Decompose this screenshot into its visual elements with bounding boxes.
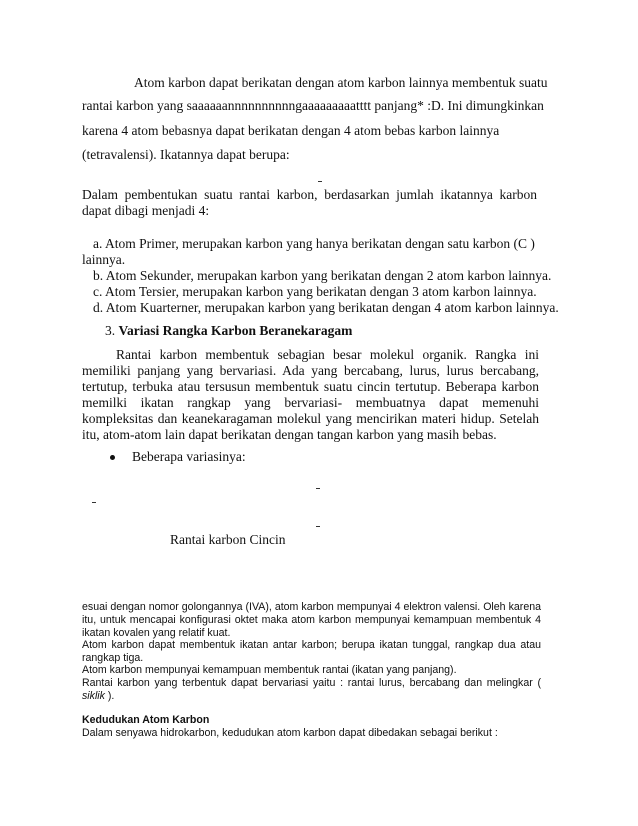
intro-line-4: (tetravalensi). Ikatannya dapat berupa: — [82, 147, 290, 162]
image-placeholder-mark-1 — [318, 181, 322, 182]
intro-line-1: Atom karbon dapat berikatan dengan atom karbon lainnya membentuk suatu — [134, 75, 548, 90]
bottom-paragraph-4-main: Rantai karbon yang terbentuk dapat bervariasi yaitu : rantai lurus, bercabang dan melingkar ( — [82, 677, 541, 689]
bottom-paragraph-2: Atom karbon dapat membentuk ikatan antar karbon; berupa ikatan tunggal, rangkap dua atau rangkap tiga. — [82, 639, 541, 664]
intro-line-2: rantai karbon yang saaaaaannnnnnnnnngaaaaaaaaatttt panjang* :D. Ini dimungkinkan — [82, 98, 544, 113]
section-3-number: 3. — [105, 323, 116, 338]
section-3-title: Variasi Rangka Karbon Beranekaragam — [118, 323, 353, 338]
bottom-paragraph-4-end: ). — [107, 689, 115, 702]
section-3-paragraph — [82, 347, 539, 443]
bottom-paragraph-3: Atom karbon mempunyai kemampuan membentuk rantai (ikatan yang panjang). — [82, 664, 457, 676]
image-placeholder-mark-2 — [316, 488, 320, 489]
section-3-paragraph-text: Rantai karbon membentuk sebagian besar molekul organik. Rangka ini memiliki panjang yang bervariasi. Ada yang bercabang, lurus, lurus bercabang, tertutup, terbuka atau tersusun membentuk suatu cincin tertutup. Beberapa karbon memilki ikatan rangkap yang bervariasi- membuatnya dapat memenuhi kompleksitas dan keanekaragaman molekul yang mencirikan materi hidup. Setelah itu, atom-atom lain dapat berikatan dengan tangan karbon yang masih bebas. — [82, 347, 539, 442]
intro-line-3: karena 4 atom bebasnya dapat berikatan dengan 4 atom bebas karbon lainnya — [82, 123, 500, 138]
bottom-paragraph-1: esuai dengan nomor golongannya (IVA), atom karbon mempunyai 4 elektron valensi. Oleh karena itu, untuk mencapai konfigurasi oktet maka atom karbon mempunyai kemampuan membentuk 4 ikatan kovalen yang relatif kuat. — [82, 601, 541, 639]
classification-item-a: a. Atom Primer, merupakan karbon yang hanya berikatan dengan satu karbon (C ) — [93, 236, 535, 251]
bottom-paragraph-5: Dalam senyawa hidrokarbon, kedudukan atom karbon dapat dibedakan sebagai berikut : — [82, 727, 498, 739]
variations-bullet-text: Beberapa variasinya: — [132, 449, 246, 464]
classification-item-d: d. Atom Kuarterner, merupakan karbon yang berikatan dengan 4 atom karbon lainnya. — [93, 300, 559, 315]
bullet-icon — [110, 455, 115, 460]
kedudukan-heading: Kedudukan Atom Karbon — [82, 714, 210, 726]
classification-item-c: c. Atom Tersier, merupakan karbon yang berikatan dengan 3 atom karbon lainnya. — [93, 284, 537, 299]
classification-item-b: b. Atom Sekunder, merupakan karbon yang berikatan dengan 2 atom karbon lainnya. — [93, 268, 552, 283]
ring-chain-caption: Rantai karbon Cincin — [170, 532, 286, 547]
bottom-paragraph-4 — [82, 677, 541, 703]
image-placeholder-mark-3 — [92, 502, 96, 503]
classification-item-a-cont: lainnya. — [82, 252, 126, 267]
image-placeholder-mark-4 — [316, 526, 320, 527]
section-3-heading — [105, 323, 352, 339]
bottom-paragraph-4-italic: siklik — [82, 689, 105, 702]
classification-intro: Dalam pembentukan suatu rantai karbon, berdasarkan jumlah ikatannya karbon dapat dibagi menjadi 4: — [82, 187, 537, 218]
